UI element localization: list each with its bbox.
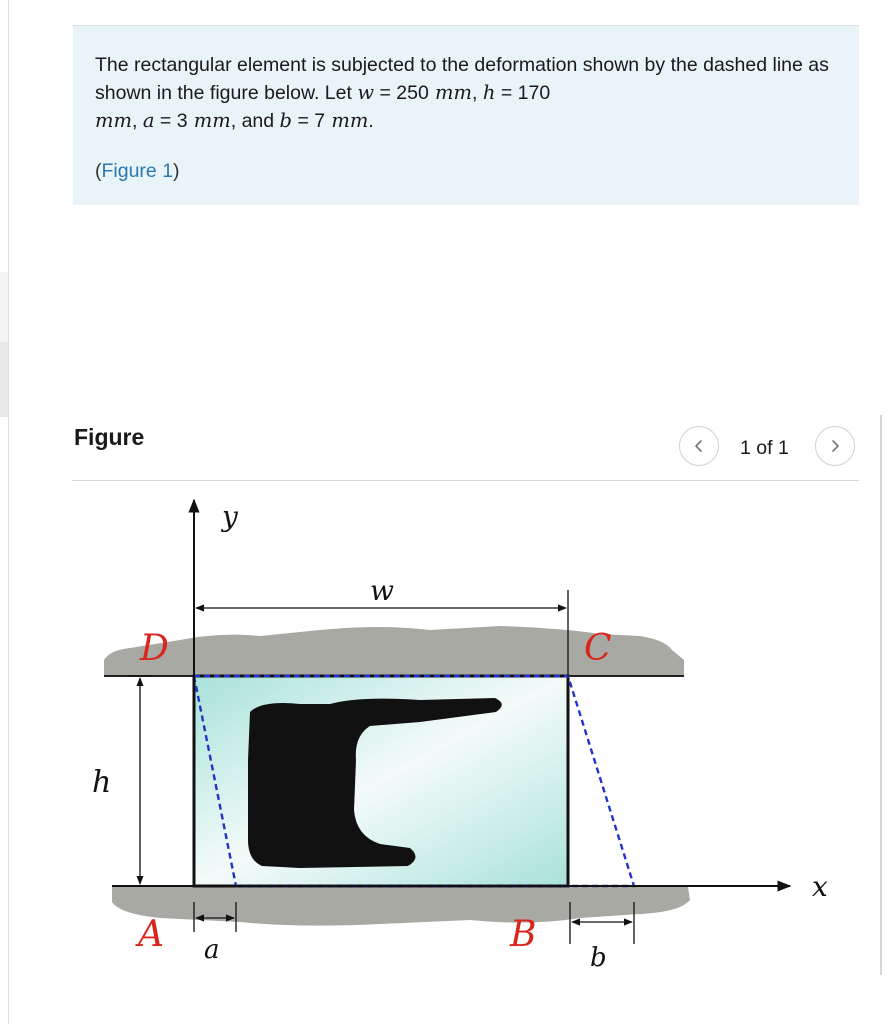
label-y: y <box>222 500 238 533</box>
value-w: 250 <box>396 82 429 104</box>
value-b: 7 <box>314 110 326 132</box>
label-w: w <box>370 574 394 607</box>
equals: = <box>495 82 518 104</box>
var-a: a <box>142 109 155 132</box>
period: . <box>368 110 374 132</box>
equals: = <box>292 110 315 132</box>
corner-B: B <box>510 914 537 955</box>
unit: mm <box>95 109 132 132</box>
separator: , <box>131 110 143 132</box>
equals: = <box>374 82 397 104</box>
paren-close: ) <box>173 160 180 182</box>
corner-D: D <box>140 628 169 669</box>
value-a: 3 <box>176 110 188 132</box>
unit: mm <box>187 109 231 132</box>
var-b: b <box>279 109 293 132</box>
figure-page-counter: 1 of 1 <box>740 437 789 459</box>
bottom-ground <box>112 887 690 926</box>
label-a: a <box>204 935 220 965</box>
equals: = <box>154 110 177 132</box>
value-h: 170 <box>517 82 551 104</box>
corner-A: A <box>138 914 164 955</box>
label-h: h <box>92 765 112 800</box>
label-b: b <box>590 943 607 973</box>
label-x: x <box>812 870 828 903</box>
figure-1-link[interactable]: Figure 1 <box>101 160 174 182</box>
unit: mm <box>325 109 369 132</box>
problem-text: The rectangular element is subjected to the deformation shown by the dashed line as shown in the figure below. Let <box>95 54 829 104</box>
separator: , and <box>230 110 280 132</box>
var-w: w <box>357 81 375 104</box>
figure-heading: Figure <box>74 424 145 450</box>
var-h: h <box>482 81 496 104</box>
corner-C: C <box>584 628 612 669</box>
unit: mm <box>428 81 473 104</box>
separator: , <box>472 82 483 104</box>
paren-open: ( <box>95 160 102 182</box>
